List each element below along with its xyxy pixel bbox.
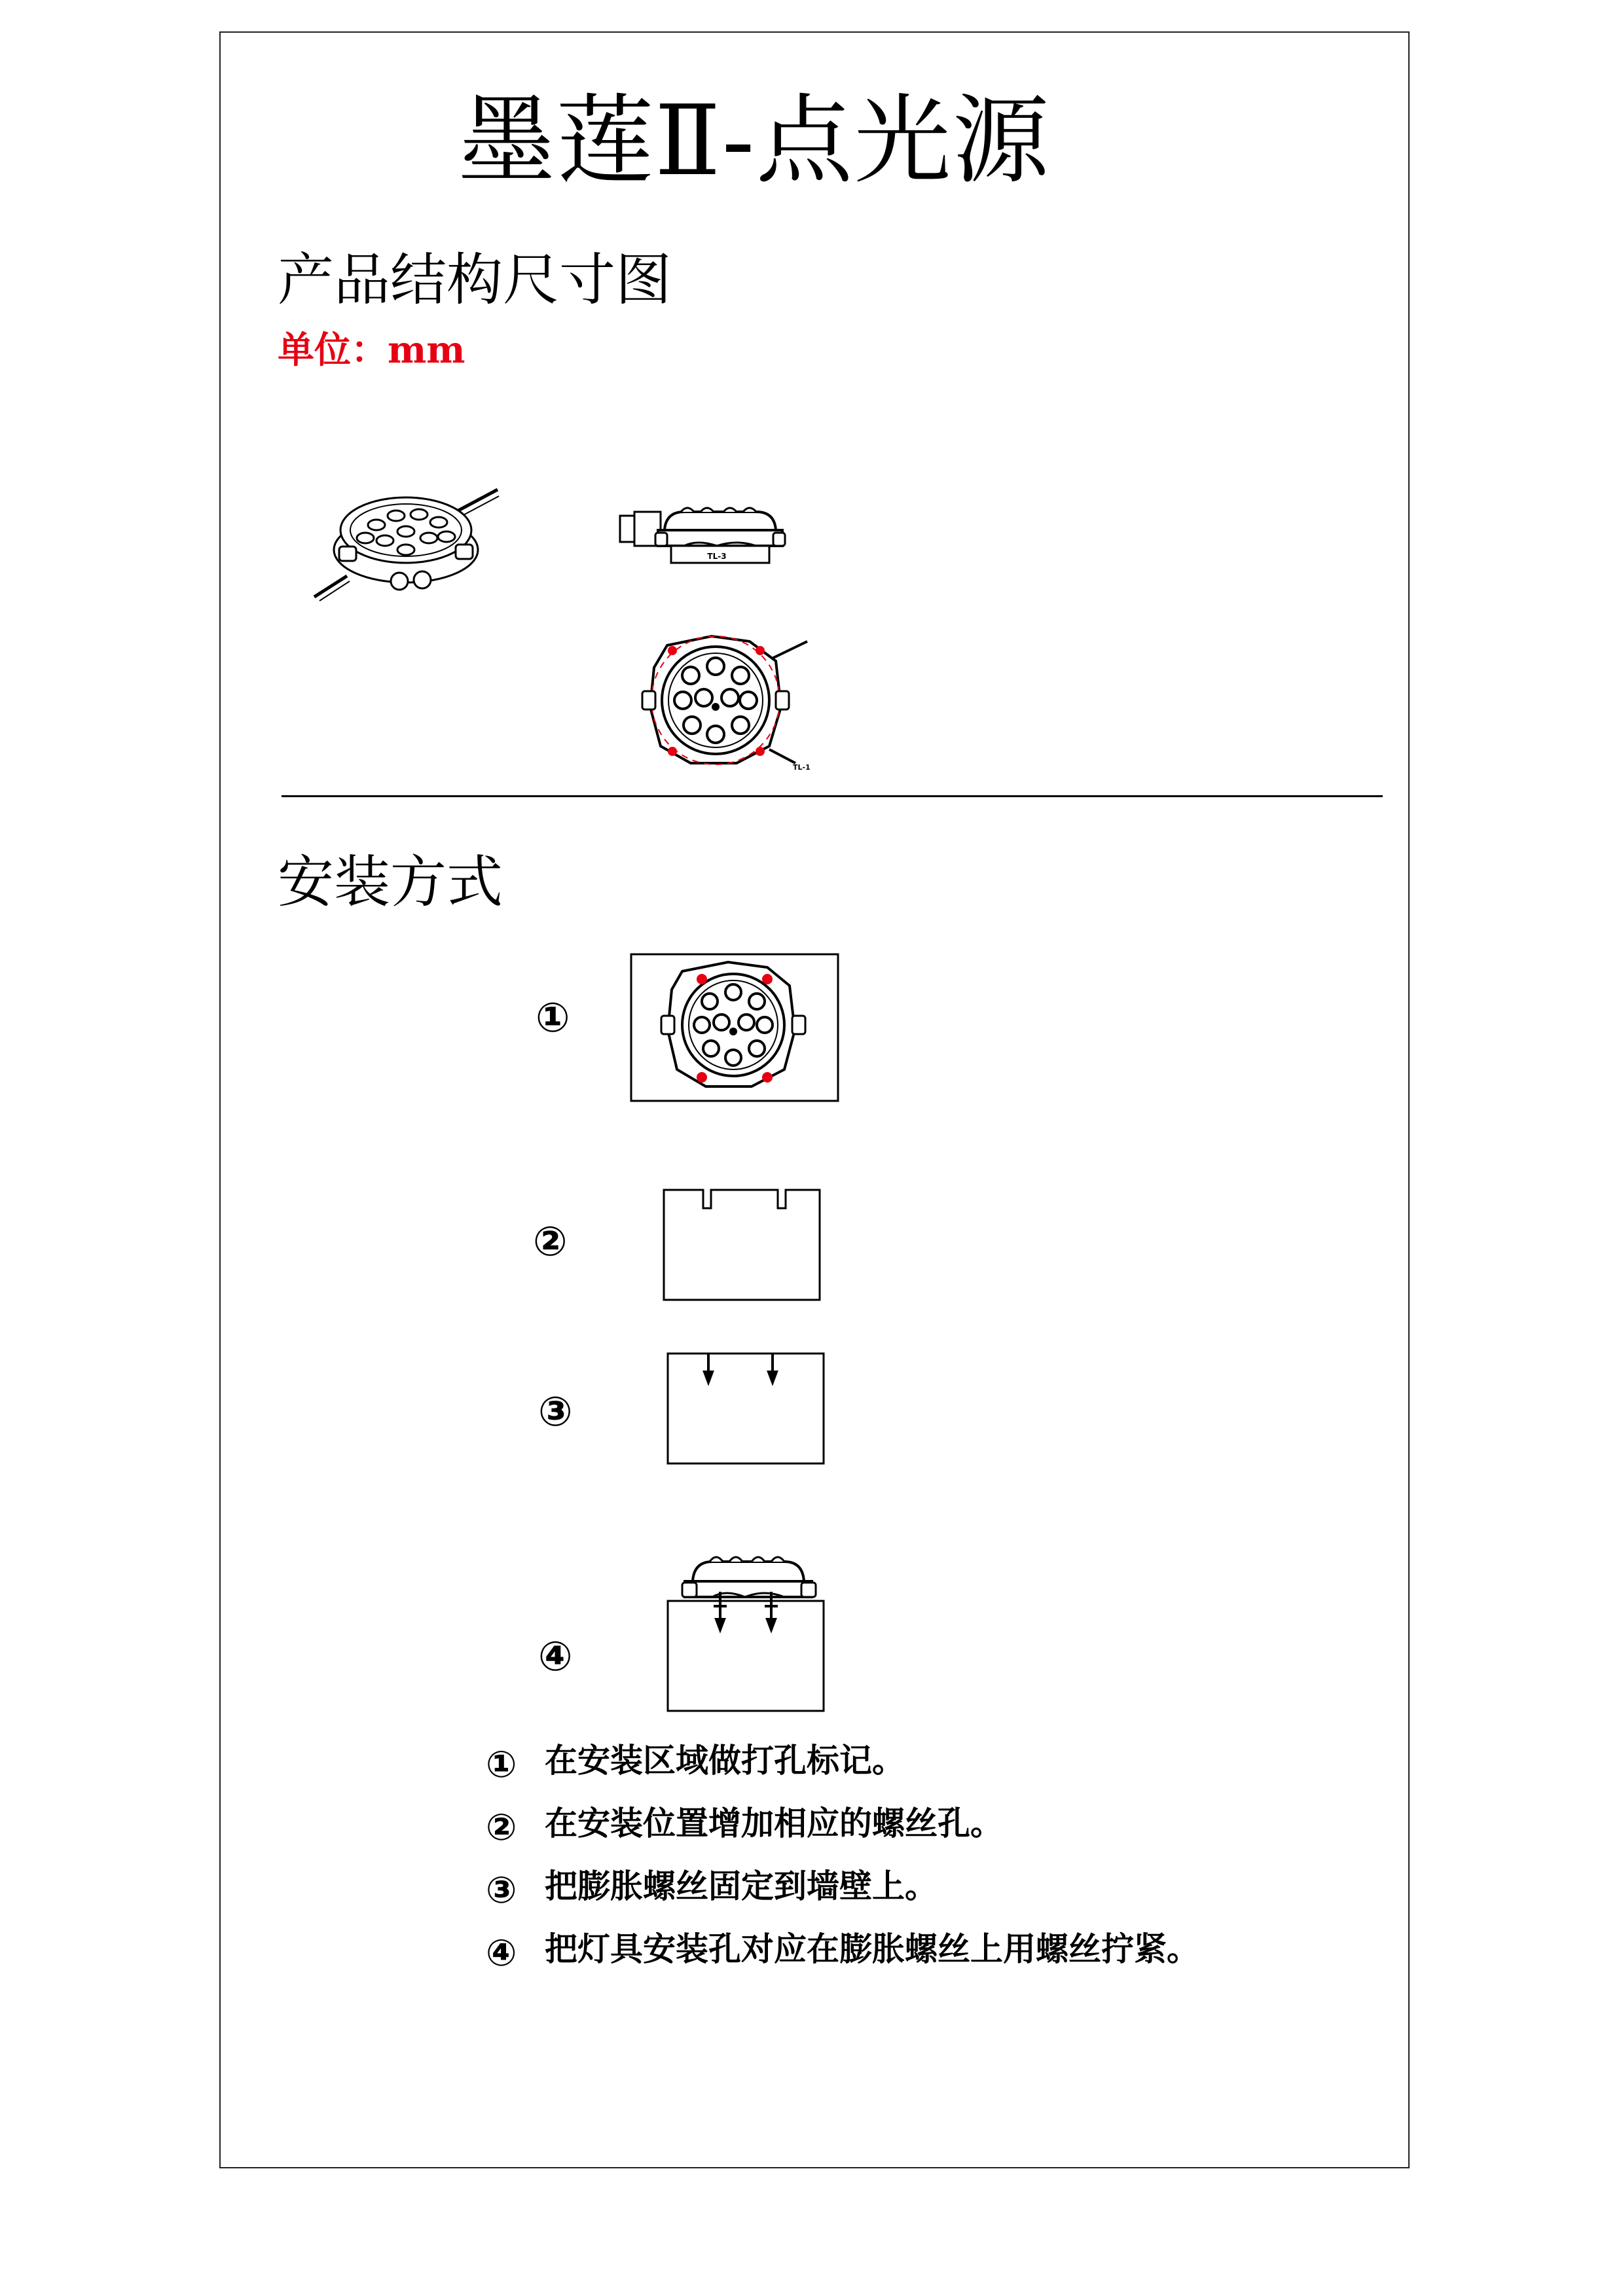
install-note-4	[486, 1929, 1199, 1973]
install-note-2	[486, 1804, 1003, 1848]
perspective-view-drawing	[308, 484, 504, 602]
note-4-marker: ④	[486, 1932, 517, 1975]
side-view-tag: TL-3	[707, 552, 727, 561]
section-divider	[282, 795, 1383, 797]
unit-label: 单位：mm	[278, 329, 465, 372]
side-view-drawing	[619, 504, 795, 576]
step-3-marker: ③	[538, 1388, 573, 1435]
note-4-text: 把灯具安装孔对应在膨胀螺丝上用螺丝拧紧。	[545, 1930, 1199, 1968]
note-3-text: 把膨胀螺丝固定到墙壁上。	[545, 1867, 938, 1905]
step-1-figure	[630, 953, 839, 1102]
step-2-marker: ②	[533, 1217, 568, 1265]
product-title: 墨莲Ⅱ-点光源	[458, 84, 1051, 197]
step-1-marker: ①	[536, 994, 570, 1041]
note-2-text: 在安装位置增加相应的螺丝孔。	[545, 1804, 1003, 1842]
note-1-marker: ①	[486, 1744, 517, 1786]
note-2-marker: ②	[486, 1806, 517, 1849]
step-2-figure	[663, 1189, 821, 1301]
install-note-1	[486, 1741, 905, 1785]
install-heading: 安装方式	[278, 850, 503, 915]
step-4-figure	[666, 1550, 830, 1712]
install-note-3	[486, 1867, 938, 1910]
note-1-text: 在安装区域做打孔标记。	[545, 1742, 905, 1780]
step-3-figure	[666, 1352, 825, 1465]
top-view-drawing	[638, 635, 809, 779]
step-4-marker: ④	[538, 1632, 573, 1680]
structure-heading: 产品结构尺寸图	[278, 247, 672, 313]
note-3-marker: ③	[486, 1869, 517, 1912]
top-view-tag: TL-1	[793, 763, 811, 772]
